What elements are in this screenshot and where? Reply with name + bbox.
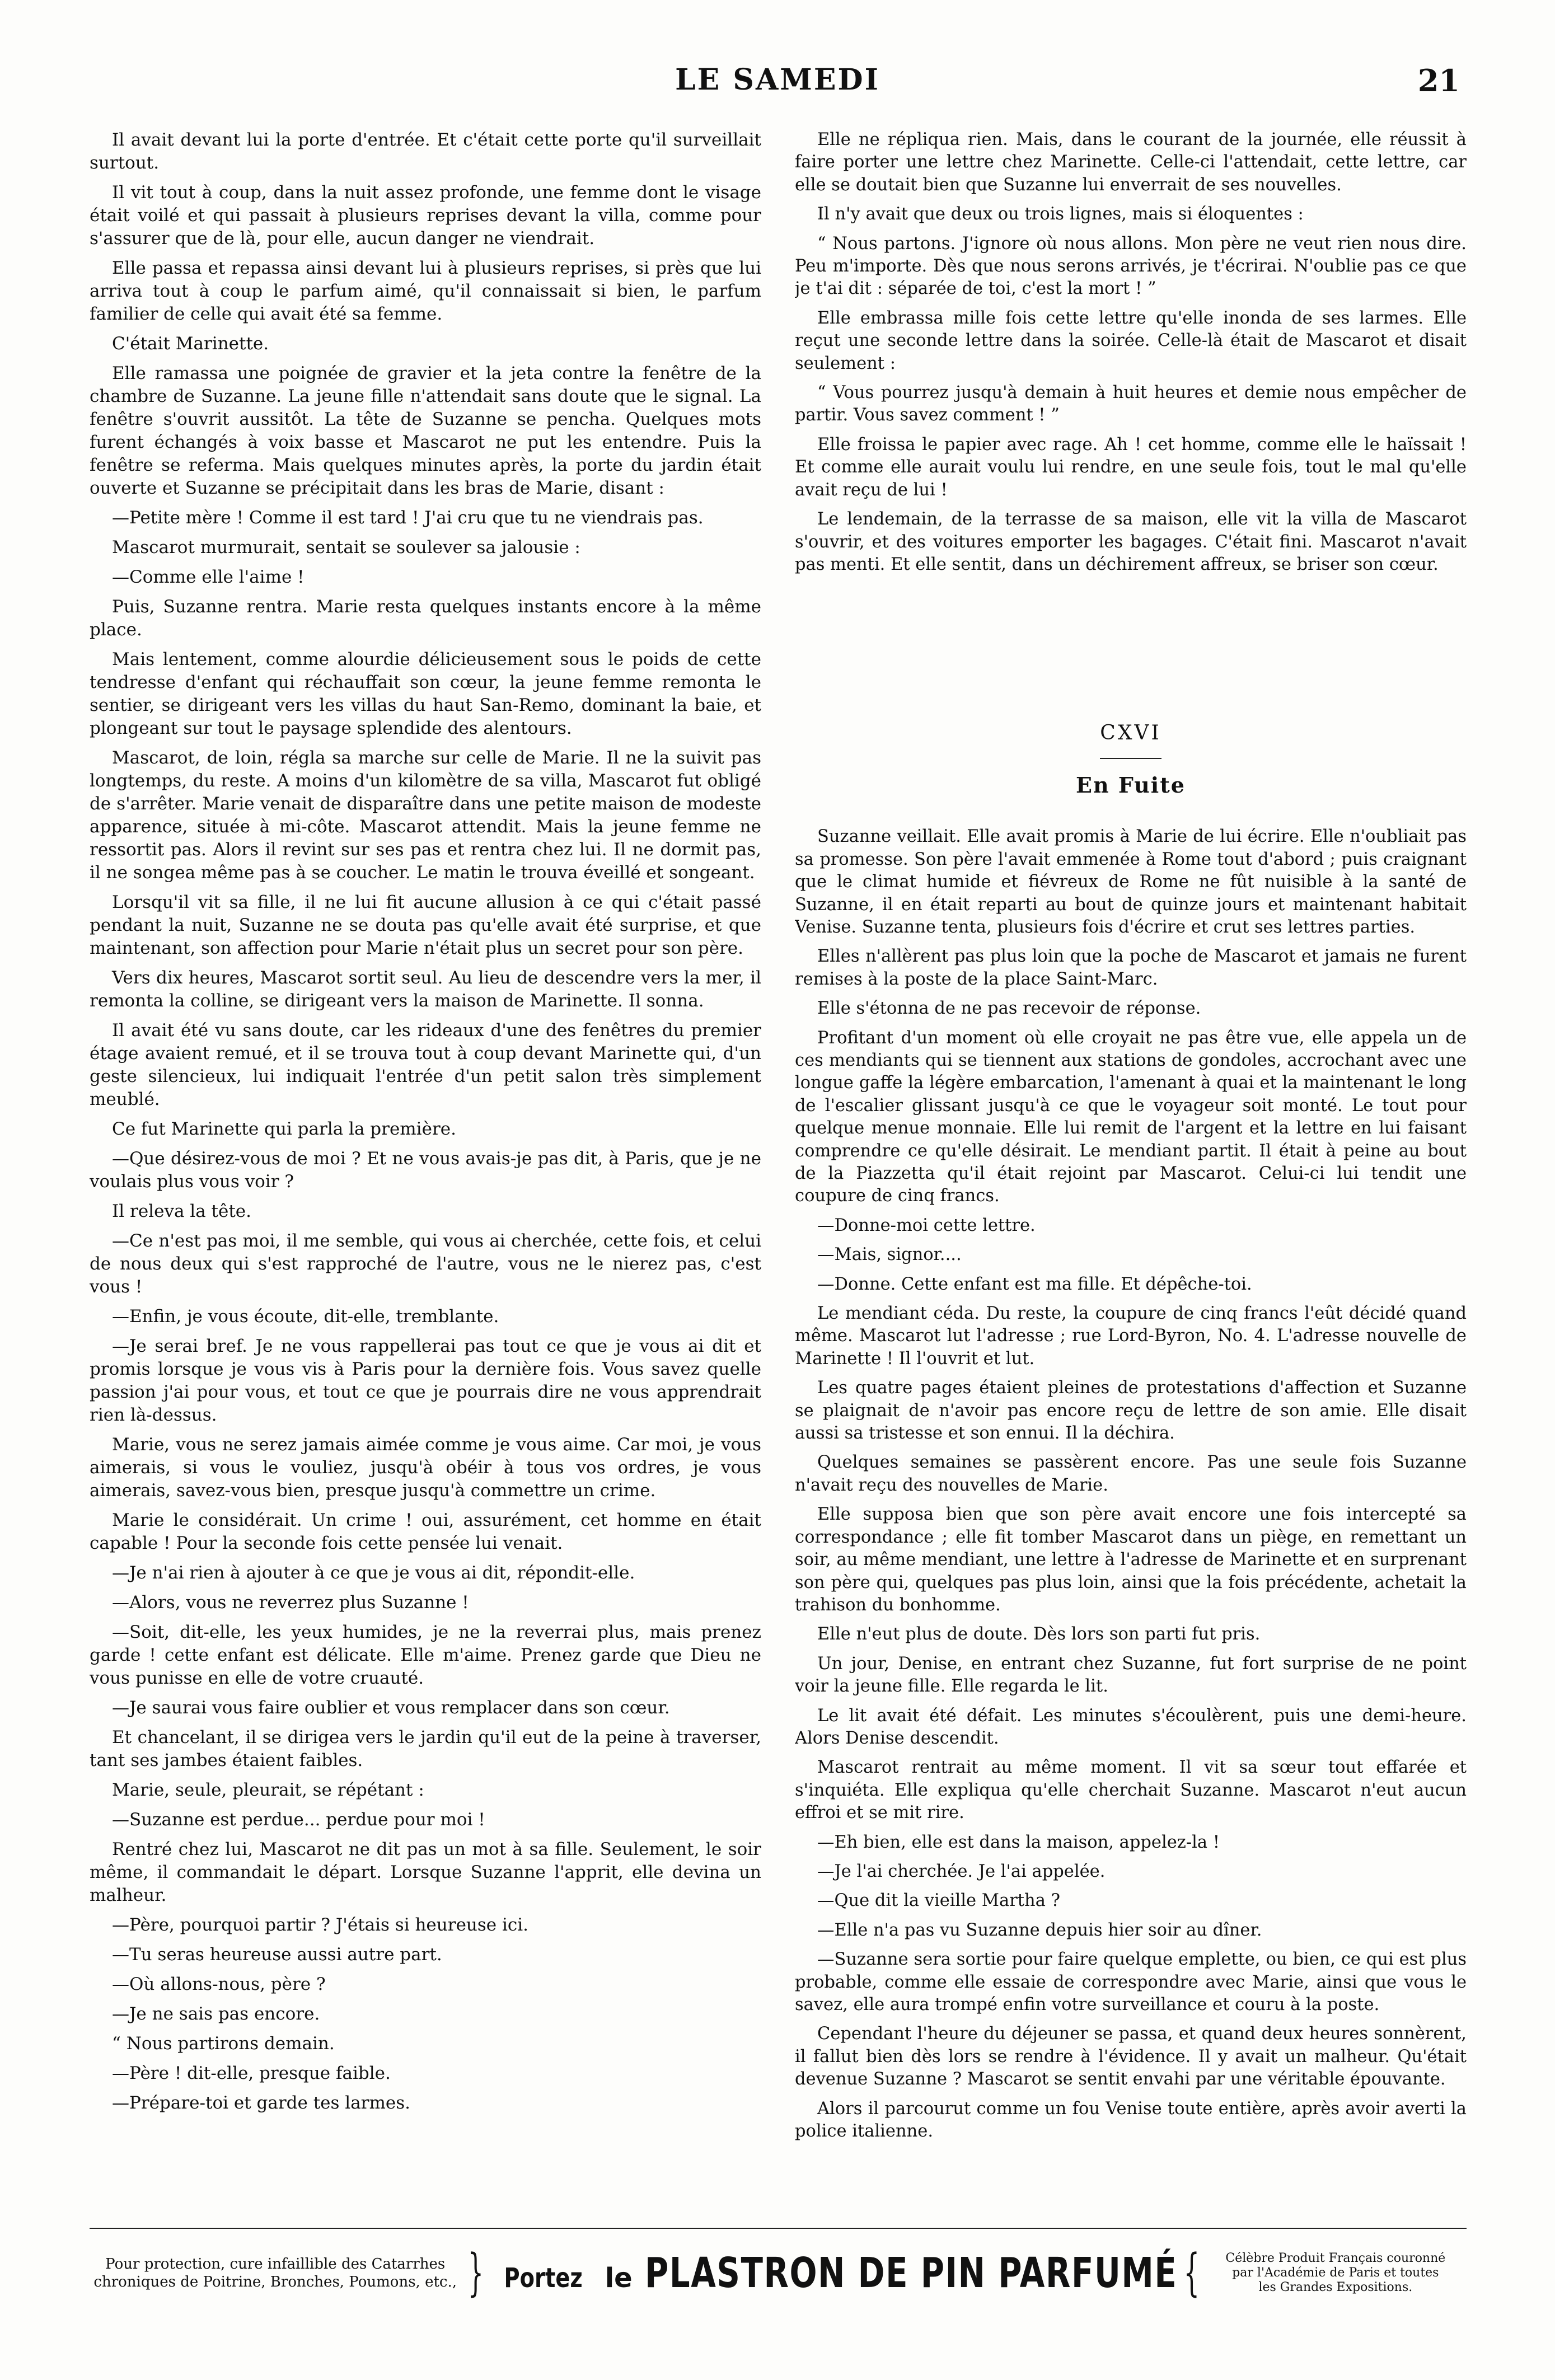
paragraph: —Père ! dit-elle, presque faible.: [112, 2063, 391, 2083]
paragraph: Et chancelant, il se dirigea vers le jardin qu'il eut de la peine à traverser, tant ses jambes étaient faibles.: [90, 1727, 761, 1770]
paragraph: —Comme elle l'aime !: [112, 567, 305, 587]
paragraph: Le lendemain, de la terrasse de sa maison, elle vit la villa de Mascarot s'ouvrir, et des voitures emporter les bagages. C'était fini. Mascarot n'avait pas menti. Et elle sentit, dans un déchirement affreux, se briser son cœur.: [795, 509, 1467, 574]
paragraph: “ Nous partirons demain.: [112, 2034, 335, 2054]
advertisement: [90, 2228, 1467, 2312]
paragraph: Il n'y avait que deux ou trois lignes, mais si éloquentes :: [817, 204, 1304, 224]
paragraph: —Eh bien, elle est dans la maison, appelez-la !: [817, 1832, 1220, 1852]
paragraph: —Je n'ai rien à ajouter à ce que je vous ai dit, répondit-elle.: [112, 1563, 635, 1583]
paragraph: Elle s'étonna de ne pas recevoir de réponse.: [817, 999, 1201, 1019]
paragraph: —Tu seras heureuse aussi autre part.: [112, 1945, 442, 1965]
page-header: [0, 0, 1555, 129]
paragraph: Elles n'allèrent pas plus loin que la poche de Mascarot et jamais ne furent remises à la poste de la place Saint-Marc.: [795, 947, 1467, 989]
paragraph: Marie, seule, pleurait, se répétant :: [112, 1780, 424, 1800]
paragraph: Un jour, Denise, en entrant chez Suzanne, fut fort surprise de ne point voir la jeune fille. Elle regarda le lit.: [795, 1653, 1467, 1697]
paragraph: Elle froissa le papier avec rage. Ah ! cet homme, comme elle le haïssait ! Et comme elle aurait voulu lui rendre, en une seule fois, tout le mal qu'elle avait reçu de lui !: [795, 434, 1467, 500]
paragraph: —Elle n'a pas vu Suzanne depuis hier soir au dîner.: [817, 1920, 1262, 1940]
paragraph: Ce fut Marinette qui parla la première.: [112, 1119, 456, 1139]
ad-brace-right: {: [1183, 2243, 1200, 2302]
paragraph: —Donne-moi cette lettre.: [817, 1215, 1036, 1235]
paragraph: Les quatre pages étaient pleines de protestations d'affection et Suzanne se plaignait de n'avoir pas encore reçu de lettre de son amie. Elle disait aussi sa tristesse et son ennui. Il la déchira.: [795, 1378, 1467, 1444]
paragraph: Elle passa et repassa ainsi devant lui à plusieurs reprises, si près que lui arriva tout à coup le parfum aimé, qu'il connaissait si bien, le parfum familier de celle qui avait été sa femme.: [90, 258, 761, 324]
right-column: [795, 129, 1467, 2194]
paragraph: Cependant l'heure du déjeuner se passa, et quand deux heures sonnèrent, il fallut bien dès lors se rendre à l'évidence. Il y avait un malheur. Qu'était devenue Suzanne ? Mascarot se sentit envahi par une véritable épouvante.: [795, 2024, 1467, 2089]
paragraph: Mascarot, de loin, régla sa marche sur celle de Marie. Il ne la suivit pas longtemps, du reste. A moins d'un kilomètre de sa villa, Mascarot fut obligé de s'arrêter. Marie venait de disparaître dans une petite maison de modeste apparence, située à mi-côte. Mascarot attendit. Mais la jeune femme ne ressortit pas. Alors il revint sur ses pas et rentra chez lui. Il ne dormit pas, il ne songea même pas à se coucher. Le matin le trouva éveillé et songeant.: [90, 748, 761, 883]
paragraph: Mais lentement, comme alourdie délicieusement sous le poids de cette tendresse d'enfant qui réchauffait son cœur, la jeune femme remonta le sentier, se dirigeant vers les villas du haut San-Remo, dominant la baie, et plongeant sur tout le paysage splendide des alentours.: [90, 649, 761, 738]
paragraph: Elle n'eut plus de doute. Dès lors son parti fut pris.: [817, 1624, 1261, 1645]
page-number: 21: [1417, 63, 1460, 99]
paragraph: —Je l'ai cherchée. Je l'ai appelée.: [817, 1861, 1106, 1881]
paragraph: Suzanne veillait. Elle avait promis à Marie de lui écrire. Elle n'oubliait pas sa promesse. Son père l'avait emmenée à Rome tout d'abord ; puis craignant que le climat humide et fiévreux de Rome ne fût nuisible à la santé de Suzanne, il en était reparti au bout de quinze jours et maintenant habitait Venise. Suzanne tenta, plusieurs fois d'écrire et crut ses lettres parties.: [795, 827, 1467, 937]
left-column-body: [90, 129, 761, 2115]
paragraph: C'était Marinette.: [112, 334, 269, 354]
ad-right-text: Célèbre Produit Français couronné par l'Académie de Paris et toutes les Grandes Expositions.: [1225, 2251, 1446, 2294]
paragraph: Elle ne répliqua rien. Mais, dans le courant de la journée, elle réussit à faire porter une lettre chez Marinette. Celle-ci l'attendait, cette lettre, car elle se doutait bien que Suzanne lui enverrait de ses nouvelles.: [795, 130, 1467, 195]
paragraph: Alors il parcourut comme un fou Venise toute entière, après avoir averti la police italienne.: [795, 2098, 1467, 2142]
ad-brace-left: }: [467, 2243, 484, 2302]
paragraph: —Donne. Cette enfant est ma fille. Et dépêche-toi.: [817, 1274, 1252, 1294]
ad-headline: [489, 2249, 1176, 2297]
paragraph: Rentré chez lui, Mascarot ne dit pas un mot à sa fille. Seulement, le soir même, il commandait le départ. Lorsque Suzanne l'apprit, elle devina un malheur.: [90, 1839, 761, 1905]
paragraph: Elle embrassa mille fois cette lettre qu'elle inonda de ses larmes. Elle reçut une seconde lettre dans la soirée. Celle-là était de Mascarot et disait seulement :: [795, 308, 1467, 373]
paragraph: Vers dix heures, Mascarot sortit seul. Au lieu de descendre vers la mer, il remonta la colline, se dirigeant vers la maison de Marinette. Il sonna.: [90, 968, 761, 1011]
chapter-title: En Fuite: [1076, 772, 1186, 798]
paragraph: Elle ramassa une poignée de gravier et la jeta contre la fenêtre de la chambre de Suzanne. La jeune fille n'attendait sans doute que le signal. La fenêtre s'ouvrit aussitôt. La tête de Suzanne se pencha. Quelques mots furent échangés à voix basse et Mascarot ne put les entendre. Puis la fenêtre se referma. Mais quelques minutes après, la porte du jardin était ouverte et Suzanne se précipitait dans les bras de Marie, disant :: [90, 363, 761, 498]
paragraph: Mascarot murmurait, sentait se soulever sa jalousie :: [112, 537, 580, 557]
paragraph: Quelques semaines se passèrent encore. Pas une seule fois Suzanne n'avait reçu des nouvelles de Marie.: [795, 1453, 1467, 1495]
paragraph: Mascarot rentrait au même moment. Il vit sa sœur tout effarée et s'inquiéta. Elle expliqua qu'elle cherchait Suzanne. Mascarot n'eut aucun effroi et se mit rire.: [795, 1758, 1467, 1823]
paragraph: Profitant d'un moment où elle croyait ne pas être vue, elle appela un de ces mendiants qui se tiennent aux stations de gondoles, accrochant avec une longue gaffe la légère embarcation, l'amenant à quai et la maintenant le long de l'escalier glissant jusqu'à ce que le voyageur soit monté. Le tout pour quelque menue monnaie. Elle lui remit de l'argent et la lettre en lui faisant comprendre ce qu'elle désirait. Le mendiant partit. Il était à peine au bout de la Piazzetta qu'il était rejoint par Mascarot. Celui-ci lui tendit une coupure de cinq francs.: [795, 1028, 1467, 1206]
right-column-body-bottom: [795, 826, 1467, 2143]
paragraph: Lorsqu'il vit sa fille, il ne lui fit aucune allusion à ce qui c'était passé pendant la nuit, Suzanne ne se douta pas qu'elle avait été surprise, et que maintenant, son affection pour Marie n'était plus un secret pour son père.: [90, 892, 761, 958]
paragraph: Il avait devant lui la porte d'entrée. Et c'était cette porte qu'il surveillait surtout.: [90, 130, 761, 173]
chapter-divider: [1100, 758, 1161, 759]
paragraph: Il vit tout à coup, dans la nuit assez profonde, une femme dont le visage était voilé et qui passait à plusieurs reprises devant la villa, comme pour s'assurer que de là, pour elle, aucun danger ne viendrait.: [90, 182, 761, 249]
left-column: [90, 129, 761, 2194]
paragraph: “ Vous pourrez jusqu'à demain à huit heures et demie nous empêcher de partir. Vous savez comment ! ”: [795, 383, 1467, 425]
right-column-body-top: [795, 129, 1467, 576]
paragraph: Le mendiant céda. Du reste, la coupure de cinq francs l'eût décidé quand même. Mascarot lut l'adresse ; rue Lord-Byron, No. 4. L'adresse nouvelle de Marinette ! Il l'ouvrit et lut.: [795, 1304, 1467, 1369]
paragraph: —Que dit la vieille Martha ?: [817, 1891, 1060, 1911]
paragraph: Marie, vous ne serez jamais aimée comme je vous aime. Car moi, je vous aimerais, si vous le vouliez, jusqu'à obéir à tous vos ordres, je vous aimerais, savez-vous bien, presque jusqu'à commettre un crime.: [90, 1435, 761, 1501]
ad-portez: Portez: [504, 2262, 583, 2294]
paragraph: —Prépare-toi et garde tes larmes.: [112, 2093, 411, 2113]
paragraph: “ Nous partons. J'ignore où nous allons. Mon père ne veut rien nous dire. Peu m'importe. Dès que nous serons arrivés, je t'écrirai. N'oublie pas ce que je t'ai dit : séparée de toi, c'est la mort ! ”: [795, 233, 1467, 299]
chapter-number: CXVI: [1100, 722, 1161, 745]
paragraph: —Petite mère ! Comme il est tard ! J'ai cru que tu ne viendrais pas.: [112, 508, 704, 528]
journal-title: LE SAMEDI: [675, 63, 880, 97]
paragraph: —Alors, vous ne reverrez plus Suzanne !: [112, 1592, 469, 1613]
paragraph: —Soit, dit-elle, les yeux humides, je ne la reverrai plus, mais prenez garde ! cette enfant est délicate. Elle m'aime. Prenez garde que Dieu ne vous punisse en elle de votre cruauté.: [90, 1622, 761, 1688]
paragraph: —Je serai bref. Je ne vous rappellerai pas tout ce que je vous ai dit et promis lorsque je vous vis à Paris pour la dernière fois. Vous savez quelle passion j'ai pour vous, et tout ce que je pourrais dire ne vous apprendrait rien là-dessus.: [90, 1336, 761, 1425]
paragraph: —Que désirez-vous de moi ? Et ne vous avais-je pas dit, à Paris, que je ne voulais plus vous voir ?: [90, 1149, 761, 1192]
ad-product-name: PLASTRON DE PIN PARFUMÉ: [644, 2249, 1178, 2297]
ad-le: le: [605, 2262, 633, 2294]
paragraph: —Suzanne est perdue... perdue pour moi !: [112, 1810, 485, 1830]
paragraph: Marie le considérait. Un crime ! oui, assurément, cet homme en était capable ! Pour la seconde fois cette pensée lui venait.: [90, 1510, 761, 1553]
ad-left-text: Pour protection, cure infaillible des Catarrhes chroniques de Poitrine, Bronches, Poumons, etc.,: [93, 2256, 457, 2290]
paragraph: —Mais, signor....: [817, 1245, 962, 1265]
paragraph: —Père, pourquoi partir ? J'étais si heureuse ici.: [112, 1915, 529, 1935]
paragraph: Il avait été vu sans doute, car les rideaux d'une des fenêtres du premier étage avaient remué, et il se trouva tout à coup devant Marinette qui, d'un geste silencieux, lui indiquait l'entrée d'un petit salon très simplement meublé.: [90, 1020, 761, 1109]
paragraph: Puis, Suzanne rentra. Marie resta quelques instants encore à la même place.: [90, 597, 761, 640]
paragraph: —Ce n'est pas moi, il me semble, qui vous ai cherchée, cette fois, et celui de nous deux qui s'est rapproché de l'autre, vous ne le nierez pas, c'est vous !: [90, 1231, 761, 1297]
paragraph: —Où allons-nous, père ?: [112, 1974, 326, 1994]
paragraph: —Enfin, je vous écoute, dit-elle, tremblante.: [112, 1306, 499, 1327]
paragraph: Le lit avait été défait. Les minutes s'écoulèrent, puis une demi-heure. Alors Denise descendit.: [795, 1706, 1467, 1748]
paragraph: —Je ne sais pas encore.: [112, 2004, 320, 2024]
text-columns: [90, 129, 1467, 2194]
paragraph: Il releva la tête.: [112, 1201, 251, 1221]
paragraph: Elle supposa bien que son père avait encore une fois intercepté sa correspondance ; elle fit tomber Mascarot dans un piège, en remettant un soir, au même mendiant, une lettre à l'adresse de Marinette et en surprenant son père qui, quelques pas plus loin, ainsi que la fois précédente, achetait la trahison du bonhomme.: [795, 1505, 1467, 1615]
paragraph: —Je saurai vous faire oublier et vous remplacer dans son cœur.: [112, 1698, 670, 1718]
paragraph: —Suzanne sera sortie pour faire quelque emplette, ou bien, ce qui est plus probable, comme elle essaie de correspondre avec Marie, ainsi que vous le savez, elle aura trompé enfin votre surveillance et couru à la poste.: [795, 1950, 1467, 2014]
